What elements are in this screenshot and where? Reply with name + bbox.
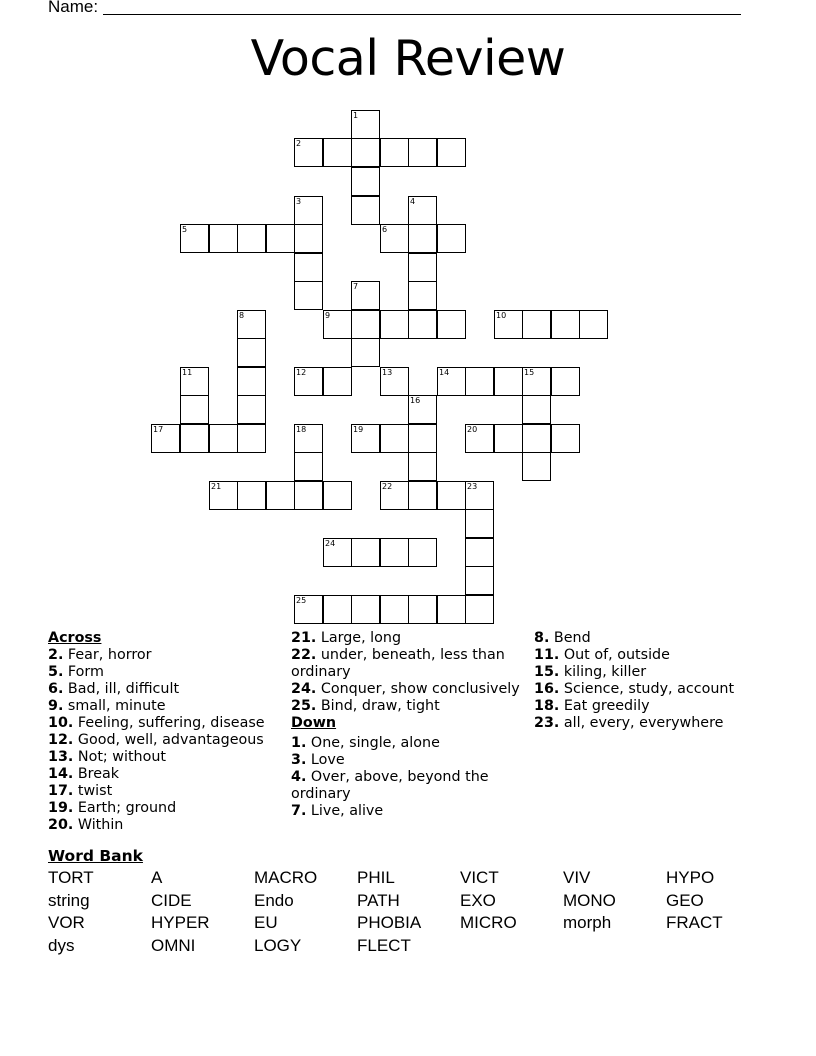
crossword-cell[interactable]	[180, 424, 209, 453]
word-bank-word: LOGY	[254, 936, 302, 955]
crossword-cell[interactable]	[351, 167, 380, 196]
word-bank-word: FLECT	[357, 936, 411, 955]
crossword-cell[interactable]	[151, 424, 180, 453]
word-bank-word: MACRO	[254, 868, 318, 887]
crossword-cell[interactable]	[237, 338, 266, 367]
clue-number: 18.	[534, 698, 560, 714]
crossword-cell[interactable]	[294, 224, 323, 253]
crossword-cell[interactable]	[494, 424, 523, 453]
crossword-cell[interactable]	[380, 224, 409, 253]
clue-text: small, minute	[63, 698, 166, 714]
clue-item	[48, 715, 283, 732]
word-bank-word: string	[48, 891, 90, 910]
clue-number: 24.	[291, 681, 317, 697]
crossword-cell[interactable]	[408, 196, 437, 225]
clue-number: 20.	[48, 817, 74, 833]
clue-text: Live, alive	[306, 803, 384, 819]
clue-text: Bad, ill, difficult	[63, 681, 180, 697]
clue-number: 11.	[534, 647, 560, 663]
clue-text: Bind, draw, tight	[316, 698, 440, 714]
clue-item	[48, 698, 283, 715]
clue-item	[534, 630, 774, 647]
cell-number: 16	[410, 396, 421, 405]
clue-item	[48, 749, 283, 766]
clue-item	[291, 630, 521, 647]
crossword-cell[interactable]	[522, 367, 551, 396]
crossword-cell[interactable]	[380, 138, 409, 167]
cell-number: 24	[325, 539, 336, 548]
cell-number: 22	[382, 482, 393, 491]
cell-number: 1	[353, 111, 359, 120]
clue-number: 7.	[291, 803, 307, 819]
crossword-cell[interactable]	[237, 367, 266, 396]
clue-number: 23.	[534, 715, 560, 731]
cell-number: 5	[182, 225, 188, 234]
crossword-cell[interactable]	[408, 538, 437, 567]
cell-number: 18	[296, 425, 307, 434]
crossword-cell[interactable]	[323, 481, 352, 510]
crossword-cell[interactable]	[408, 138, 437, 167]
clue-text: Over, above, beyond the ordinary	[291, 769, 489, 802]
crossword-cell[interactable]	[294, 138, 323, 167]
cell-number: 9	[325, 311, 331, 320]
clue-item	[291, 735, 521, 752]
crossword-cell[interactable]	[294, 424, 323, 453]
word-bank-word: MICRO	[460, 913, 517, 932]
word-bank-word: dys	[48, 936, 75, 955]
word-bank-word: VOR	[48, 913, 85, 932]
clue-text: Feeling, suffering, disease	[73, 715, 265, 731]
word-bank-word: EU	[254, 913, 278, 932]
cell-number: 6	[382, 225, 388, 234]
crossword-cell[interactable]	[465, 509, 494, 538]
cell-number: 11	[182, 368, 193, 377]
cell-number: 20	[467, 425, 478, 434]
crossword-cell[interactable]	[323, 310, 352, 339]
down-clue-list-continued	[534, 630, 774, 732]
word-bank-word: OMNI	[151, 936, 196, 955]
clue-item	[48, 647, 283, 664]
crossword-cell[interactable]	[408, 424, 437, 453]
crossword-cell[interactable]	[437, 481, 466, 510]
clue-number: 12.	[48, 732, 74, 748]
clue-text: Love	[306, 752, 345, 768]
crossword-cell[interactable]	[237, 424, 266, 453]
crossword-cell[interactable]	[522, 452, 551, 481]
clue-number: 4.	[291, 769, 307, 785]
crossword-cell[interactable]	[465, 481, 494, 510]
crossword-cell[interactable]	[380, 481, 409, 510]
clue-item	[291, 647, 521, 681]
word-bank-word: MONO	[563, 891, 616, 910]
word-bank-word: GEO	[666, 891, 704, 910]
crossword-cell[interactable]	[408, 224, 437, 253]
crossword-cell[interactable]	[380, 538, 409, 567]
crossword-cell[interactable]	[237, 310, 266, 339]
clue-item	[48, 766, 283, 783]
crossword-cell[interactable]	[437, 595, 466, 624]
crossword-cell[interactable]	[209, 224, 238, 253]
crossword-cell[interactable]	[351, 138, 380, 167]
name-label: Name:	[48, 0, 99, 16]
crossword-cell[interactable]	[408, 253, 437, 282]
crossword-cell[interactable]	[209, 481, 238, 510]
clue-item	[48, 681, 283, 698]
crossword-cell[interactable]	[408, 481, 437, 510]
clue-text: Fear, horror	[63, 647, 152, 663]
cell-number: 25	[296, 596, 307, 605]
clue-item	[291, 803, 521, 820]
cell-number: 14	[439, 368, 450, 377]
word-bank-word: TORT	[48, 868, 94, 887]
word-bank-word: PHOBIA	[357, 913, 422, 932]
crossword-cell[interactable]	[180, 395, 209, 424]
word-bank-title: Word Bank	[48, 847, 143, 865]
cell-number: 17	[153, 425, 164, 434]
clue-text: Form	[63, 664, 104, 680]
clue-text: all, every, everywhere	[559, 715, 724, 731]
cell-number: 4	[410, 197, 416, 206]
cell-number: 3	[296, 197, 302, 206]
crossword-cell[interactable]	[380, 595, 409, 624]
crossword-cell[interactable]	[351, 538, 380, 567]
across-clue-list	[48, 647, 283, 834]
cell-number: 10	[496, 311, 507, 320]
clue-item	[48, 664, 283, 681]
clue-number: 1.	[291, 735, 307, 751]
word-bank-word: morph	[563, 913, 612, 932]
crossword-cell[interactable]	[180, 224, 209, 253]
clue-text: Science, study, account	[559, 681, 735, 697]
cell-number: 23	[467, 482, 478, 491]
crossword-cell[interactable]	[465, 367, 494, 396]
crossword-cell[interactable]	[351, 595, 380, 624]
crossword-cell[interactable]	[294, 281, 323, 310]
clues-column-3	[534, 630, 774, 732]
across-heading: Across	[48, 630, 102, 646]
cell-number: 21	[211, 482, 222, 491]
clue-number: 9.	[48, 698, 64, 714]
clue-number: 6.	[48, 681, 64, 697]
clue-number: 10.	[48, 715, 74, 731]
cell-number: 19	[353, 425, 364, 434]
cell-number: 13	[382, 368, 393, 377]
clue-text: Not; without	[73, 749, 167, 765]
crossword-cell[interactable]	[180, 367, 209, 396]
clue-item	[534, 715, 774, 732]
clue-text: Bend	[549, 630, 591, 646]
crossword-cell[interactable]	[237, 395, 266, 424]
clue-item	[291, 698, 521, 715]
crossword-cell[interactable]	[323, 595, 352, 624]
crossword-cell[interactable]	[465, 424, 494, 453]
crossword-cell[interactable]	[408, 281, 437, 310]
clue-item	[534, 664, 774, 681]
clues-column-2	[291, 630, 521, 820]
word-bank-word: PATH	[357, 891, 400, 910]
clue-item	[48, 817, 283, 834]
crossword-cell[interactable]	[351, 310, 380, 339]
crossword-cell[interactable]	[465, 538, 494, 567]
crossword-cell[interactable]	[437, 138, 466, 167]
crossword-cell[interactable]	[237, 224, 266, 253]
cell-number: 7	[353, 282, 359, 291]
word-bank-word: VIV	[563, 868, 591, 887]
crossword-cell[interactable]	[351, 110, 380, 139]
word-bank-word: Endo	[254, 891, 294, 910]
crossword-cell[interactable]	[494, 367, 523, 396]
word-bank-word: HYPER	[151, 913, 210, 932]
clue-item	[534, 698, 774, 715]
clue-number: 16.	[534, 681, 560, 697]
word-bank-word: VICT	[460, 868, 499, 887]
crossword-cell[interactable]	[408, 310, 437, 339]
crossword-cell[interactable]	[209, 424, 238, 453]
down-heading: Down	[291, 715, 337, 731]
clue-number: 17.	[48, 783, 74, 799]
crossword-cell[interactable]	[323, 138, 352, 167]
crossword-cell[interactable]	[551, 424, 580, 453]
crossword-cell[interactable]	[522, 310, 551, 339]
word-bank-word: PHIL	[357, 868, 395, 887]
word-bank-word: A	[151, 868, 163, 887]
clue-number: 19.	[48, 800, 74, 816]
word-bank-word: CIDE	[151, 891, 192, 910]
clue-text: Break	[73, 766, 120, 782]
clue-item	[48, 800, 283, 817]
crossword-cell[interactable]	[323, 538, 352, 567]
crossword-cell[interactable]	[408, 395, 437, 424]
crossword-cell[interactable]	[237, 481, 266, 510]
clue-item	[534, 681, 774, 698]
clue-item	[291, 681, 521, 698]
clue-text: Conquer, show conclusively	[316, 681, 520, 697]
crossword-cell[interactable]	[294, 481, 323, 510]
clue-text: twist	[73, 783, 113, 799]
crossword-cell[interactable]	[351, 281, 380, 310]
cell-number: 8	[239, 311, 245, 320]
down-clue-list	[291, 735, 521, 820]
crossword-cell[interactable]	[294, 253, 323, 282]
crossword-cell[interactable]	[294, 367, 323, 396]
cell-number: 2	[296, 139, 302, 148]
crossword-cell[interactable]	[351, 424, 380, 453]
clue-text: Out of, outside	[559, 647, 670, 663]
clue-number: 13.	[48, 749, 74, 765]
crossword-cell[interactable]	[522, 424, 551, 453]
clue-text: Earth; ground	[73, 800, 177, 816]
cell-number: 15	[524, 368, 535, 377]
crossword-cell[interactable]	[380, 310, 409, 339]
clue-number: 22.	[291, 647, 317, 663]
crossword-cell[interactable]	[494, 310, 523, 339]
clue-text: Within	[73, 817, 124, 833]
crossword-cell[interactable]	[551, 367, 580, 396]
crossword-cell[interactable]	[522, 395, 551, 424]
clue-item	[291, 769, 521, 803]
clue-item	[48, 783, 283, 800]
clue-text: One, single, alone	[306, 735, 440, 751]
clue-text: kiling, killer	[559, 664, 647, 680]
crossword-cell[interactable]	[294, 196, 323, 225]
clue-text: Eat greedily	[559, 698, 650, 714]
crossword-cell[interactable]	[380, 424, 409, 453]
clues-column-1	[48, 630, 283, 834]
crossword-cell[interactable]	[437, 310, 466, 339]
clue-item	[48, 732, 283, 749]
word-bank-word: HYPO	[666, 868, 715, 887]
crossword-cell[interactable]	[437, 224, 466, 253]
crossword-cell[interactable]	[437, 367, 466, 396]
clue-text: Large, long	[316, 630, 402, 646]
crossword-cell[interactable]	[579, 310, 608, 339]
crossword-cell[interactable]	[351, 338, 380, 367]
clue-number: 21.	[291, 630, 317, 646]
clue-text: under, beneath, less than ordinary	[291, 647, 505, 680]
crossword-cell[interactable]	[465, 595, 494, 624]
crossword-cell[interactable]	[266, 481, 295, 510]
clue-number: 15.	[534, 664, 560, 680]
clue-item	[291, 752, 521, 769]
clue-number: 5.	[48, 664, 64, 680]
crossword-cell[interactable]	[380, 367, 409, 396]
across-clue-list-continued	[291, 630, 521, 715]
crossword-cell[interactable]	[465, 566, 494, 595]
word-bank-word: EXO	[460, 891, 496, 910]
crossword-cell[interactable]	[408, 452, 437, 481]
crossword-cell[interactable]	[294, 595, 323, 624]
crossword-cell[interactable]	[323, 367, 352, 396]
clue-number: 2.	[48, 647, 64, 663]
crossword-cell[interactable]	[266, 224, 295, 253]
clue-number: 3.	[291, 752, 307, 768]
crossword-cell[interactable]	[351, 196, 380, 225]
clue-item	[534, 647, 774, 664]
clue-text: Good, well, advantageous	[73, 732, 264, 748]
page-title: Vocal Review	[250, 30, 566, 87]
word-bank-word: FRACT	[666, 913, 723, 932]
clue-number: 25.	[291, 698, 317, 714]
crossword-cell[interactable]	[408, 595, 437, 624]
cell-number: 12	[296, 368, 307, 377]
crossword-cell[interactable]	[551, 310, 580, 339]
clue-number: 14.	[48, 766, 74, 782]
crossword-cell[interactable]	[294, 452, 323, 481]
clue-number: 8.	[534, 630, 550, 646]
